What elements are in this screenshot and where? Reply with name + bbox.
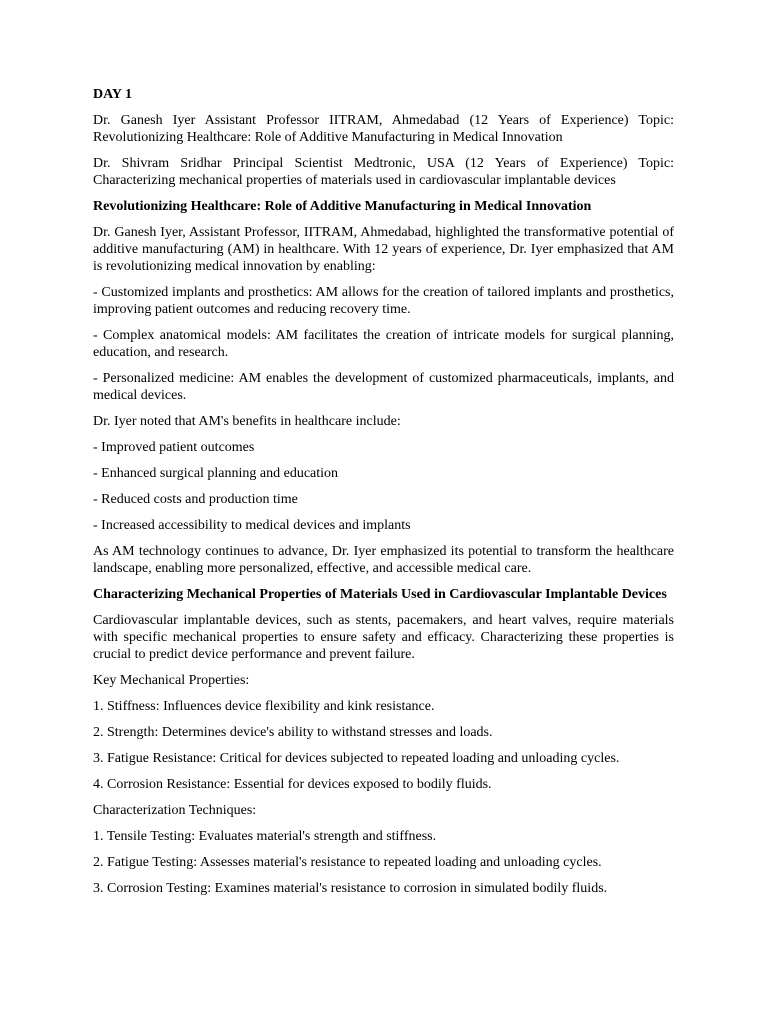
benefit-item-2: - Enhanced surgical planning and education — [93, 466, 339, 481]
property-item-3: 3. Fatigue Resistance: Critical for devices subjected to repeated loading and unloading cycles. — [93, 751, 620, 766]
section1-intro: Dr. Ganesh Iyer, Assistant Professor, IITRAM, Ahmedabad, highlighted the transformative potential of additive manufacturing (AM) in healthcare. With 12 years of experience, Dr. Iyer emphasized that AM is revolutionizing medical innovation by enabling: — [93, 225, 674, 274]
benefit-item-1: - Improved patient outcomes — [93, 440, 255, 455]
technique-item-2: 2. Fatigue Testing: Assesses material's resistance to repeated loading and unloading cycles. — [93, 855, 602, 870]
section1-conclusion: As AM technology continues to advance, Dr. Iyer emphasized its potential to transform the healthcare landscape, enabling more personalized, effective, and accessible medical care. — [93, 544, 674, 576]
speaker-entry-1: Dr. Ganesh Iyer Assistant Professor IITRAM, Ahmedabad (12 Years of Experience) Topic: Revolutionizing Healthcare: Role of Additive Manufacturing in Medical Innovation — [93, 113, 674, 145]
property-item-4: 4. Corrosion Resistance: Essential for devices exposed to bodily fluids. — [93, 777, 492, 792]
technique-item-1: 1. Tensile Testing: Evaluates material's strength and stiffness. — [93, 829, 437, 844]
techniques-heading: Characterization Techniques: — [93, 803, 257, 818]
speaker-entry-2: Dr. Shivram Sridhar Principal Scientist Medtronic, USA (12 Years of Experience) Topic: Characterizing mechanical properties of materials used in cardiovascular implantable devices — [93, 156, 674, 188]
section2-intro: Cardiovascular implantable devices, such as stents, pacemakers, and heart valves, require materials with specific mechanical properties to ensure safety and efficacy. Characterizing these properties is crucial to predict device performance and prevent failure. — [93, 613, 674, 662]
section2-heading: Characterizing Mechanical Properties of Materials Used in Cardiovascular Implantable Devices — [93, 587, 667, 602]
benefit-item-3: - Reduced costs and production time — [93, 492, 298, 507]
benefits-intro: Dr. Iyer noted that AM's benefits in healthcare include: — [93, 414, 401, 429]
enabler-item-2: - Complex anatomical models: AM facilitates the creation of intricate models for surgical planning, education, and research. — [93, 328, 674, 360]
properties-heading: Key Mechanical Properties: — [93, 673, 250, 688]
enabler-item-3: - Personalized medicine: AM enables the development of customized pharmaceuticals, implants, and medical devices. — [93, 371, 674, 403]
property-item-1: 1. Stiffness: Influences device flexibility and kink resistance. — [93, 699, 435, 714]
day-heading: DAY 1 — [93, 87, 133, 102]
enabler-item-1: - Customized implants and prosthetics: AM allows for the creation of tailored implants and prosthetics, improving patient outcomes and reducing recovery time. — [93, 285, 674, 317]
technique-item-3: 3. Corrosion Testing: Examines material's resistance to corrosion in simulated bodily fluids. — [93, 881, 608, 896]
section1-heading: Revolutionizing Healthcare: Role of Additive Manufacturing in Medical Innovation — [93, 199, 592, 214]
property-item-2: 2. Strength: Determines device's ability to withstand stresses and loads. — [93, 725, 493, 740]
benefit-item-4: - Increased accessibility to medical devices and implants — [93, 518, 411, 533]
